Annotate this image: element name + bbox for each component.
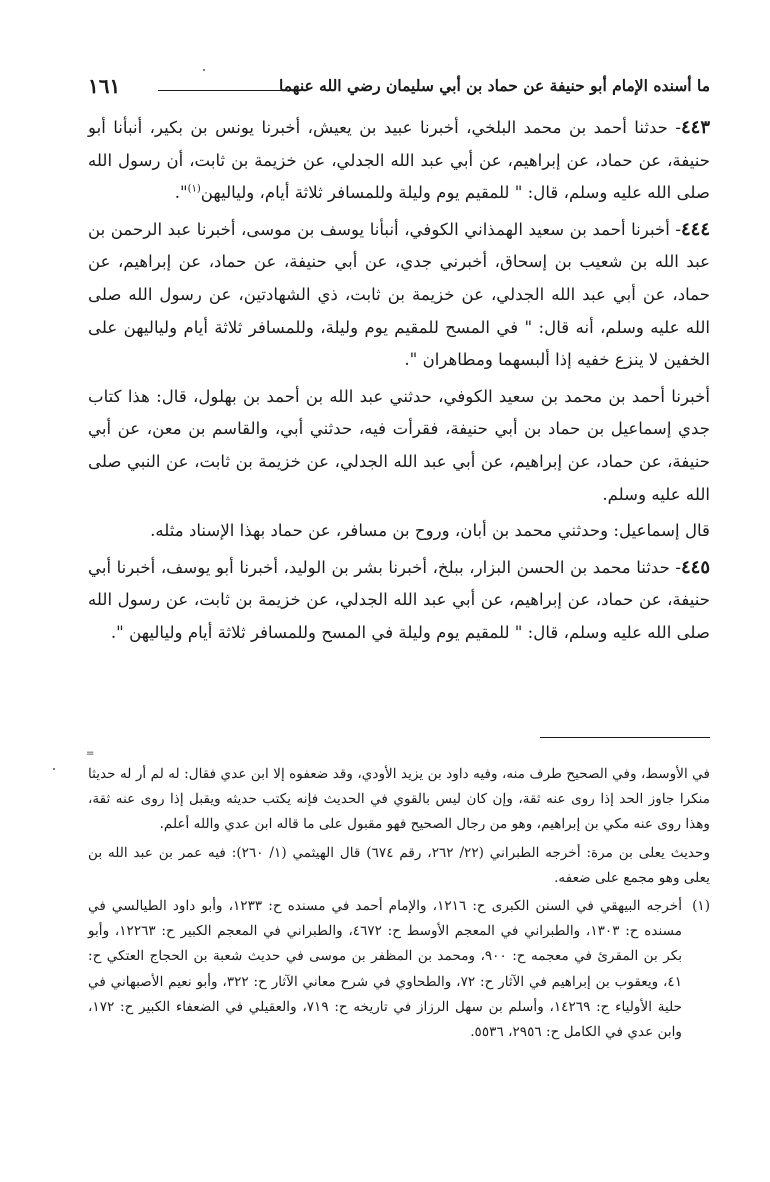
footnote-number: (١) — [692, 898, 710, 915]
page-header — [88, 76, 710, 106]
footnotes — [88, 762, 710, 1048]
footnote-separator — [540, 737, 710, 738]
main-text — [88, 112, 710, 654]
page-number: ١٦١ — [88, 74, 121, 98]
paragraph-ismail: قال إسماعيل: وحدثني محمد بن أبان، وروح بن مسافر، عن حماد بهذا الإسناد مثله. — [150, 521, 710, 541]
hadith-text: - حدثنا أحمد بن محمد البلخي، أخبرنا عبيد بن يعيش، أخبرنا يونس بن بكير، أنبأنا أبو حنيفة، عن حماد، عن إبراهيم، عن أبي عبد الله الجدلي، عن خزيمة بن ثابت، أن رسول الله صلى الله عليه وسلم، قال: " للمقيم يوم وليلة وللمسافر ثلاثة أيام، ولياليهن — [88, 118, 710, 203]
footnote-1 — [88, 894, 710, 1045]
hadith-text: - حدثنا محمد بن الحسن البزار، ببلخ، أخبرنا بشر بن الوليد، أخبرنا أبو يوسف، أخبرنا أبي حنيفة، عن حماد، عن إبراهيم، عن أبي عبد الله الجدلي، عن خزيمة بن ثابت، عن رسول الله صلى الله عليه وسلم، قال: " للمقيم يوم وليلة في المسح وللمسافر ثلاثة أيام ولياليهن ". — [88, 557, 710, 642]
header-rule — [158, 90, 300, 91]
footnote-continuation-mark: = — [86, 748, 95, 759]
hadith-445 — [88, 552, 710, 650]
print-speck — [203, 69, 205, 71]
running-title: ما أسنده الإمام أبو حنيفة عن حماد بن أبي سليمان رضي الله عنهما — [278, 76, 710, 95]
hadith-444 — [88, 214, 710, 377]
hadith-number: ٤٤٥ — [680, 556, 710, 578]
hadith-443 — [88, 112, 710, 210]
footnote-continued-2: وحديث يعلى بن مرة: أخرجه الطبراني (٢٢/ ٢٦٢، رقم ٦٧٤) قال الهيثمي (١/ ٢٦٠): فيه عمر بن عبد الله بن يعلى وهو مجمع على ضعفه. — [88, 844, 711, 886]
footnote-continued: في الأوسط، وفي الصحيح طرف منه، وفيه داود بن يزيد الأودي، وقد ضعفوه إلا ابن عدي فقال: له لم أر له حديثا منكرا جاوز الحد إذا روى عنه ثقة، وإن كان ليس بالقوي في الحديث فإنه يكتب حديثه ويقبل إذا روى عنه ثقة، وهذا روى عنه مكي بن إبراهيم، وهو من رجال الصحيح فهو مقبول على ما قاله ابن عدي والله أعلم. — [88, 766, 710, 833]
footnote-text: أخرجه البيهقي في السنن الكبرى ح: ١٢١٦، والإمام أحمد في مسنده ح: ١٢٣٣، وأبو داود الطيالسي في مسنده ح: ١٣٠٣، والطبراني في المعجم الأوسط ح: ٤٦٧٢، والطبراني في المعجم الكبير ح: ١٢٢٦٣، وأبو بكر بن المقرئ في معجمه ح: ٩٠٠، ومحمد بن المظفر بن موسى في حديث شعبة بن الحجاج العتكي ح: ٤١، ويعقوب بن إبراهيم في الآثار ح: ٧٢، والطحاوي في شرح معاني الآثار ح: ٣٢٢، وأبو نعيم الأصبهاني في حلية الأولياء ح: ١٤٢٦٩، وأسلم بن سهل الرزاز في تاريخه ح: ٧١٩، والعقيلي في الضعفاء الكبير ح: ١٧٢، وابن عدي في الكامل ح: ٢٩٥٦، ٥٥٣٦. — [88, 898, 683, 1041]
print-speck — [53, 768, 55, 770]
hadith-number: ٤٤٤ — [680, 218, 710, 240]
footnote-reference: (١) — [187, 183, 201, 195]
hadith-text-end: ". — [174, 183, 188, 203]
hadith-number: ٤٤٣ — [680, 117, 710, 138]
paragraph-chain: أخبرنا أحمد بن محمد بن سعيد الكوفي، حدثني عبد الله بن أحمد بن بهلول، قال: هذا كتاب جدي إسماعيل بن حماد بن أبي حنيفة، فقرأت فيه، حدثني أبي، والقاسم بن معن، عن أبي حنيفة، عن حماد، عن إبراهيم، عن أبي عبد الله الجدلي، عن خزيمة بن ثابت، عن النبي صلى الله عليه وسلم. — [88, 386, 710, 504]
hadith-text: - أخبرنا أحمد بن سعيد الهمذاني الكوفي، أنبأنا يوسف بن موسى، أخبرنا عبد الرحمن بن عبد الله بن شعيب بن إسحاق، أخبرني جدي، عن أبي حنيفة، عن حماد، عن إبراهيم، عن حماد، عن أبي عبد الله الجدلي، عن خزيمة بن ثابت، ذي الشهادتين، عن رسول الله صلى الله عليه وسلم، أنه قال: " في المسح للمقيم يوم وليلة، وللمسافر ثلاثة أيام ولياليهن على الخفين لا ينزع خفيه إذا ألبسهما ومطاهران ". — [88, 219, 710, 370]
